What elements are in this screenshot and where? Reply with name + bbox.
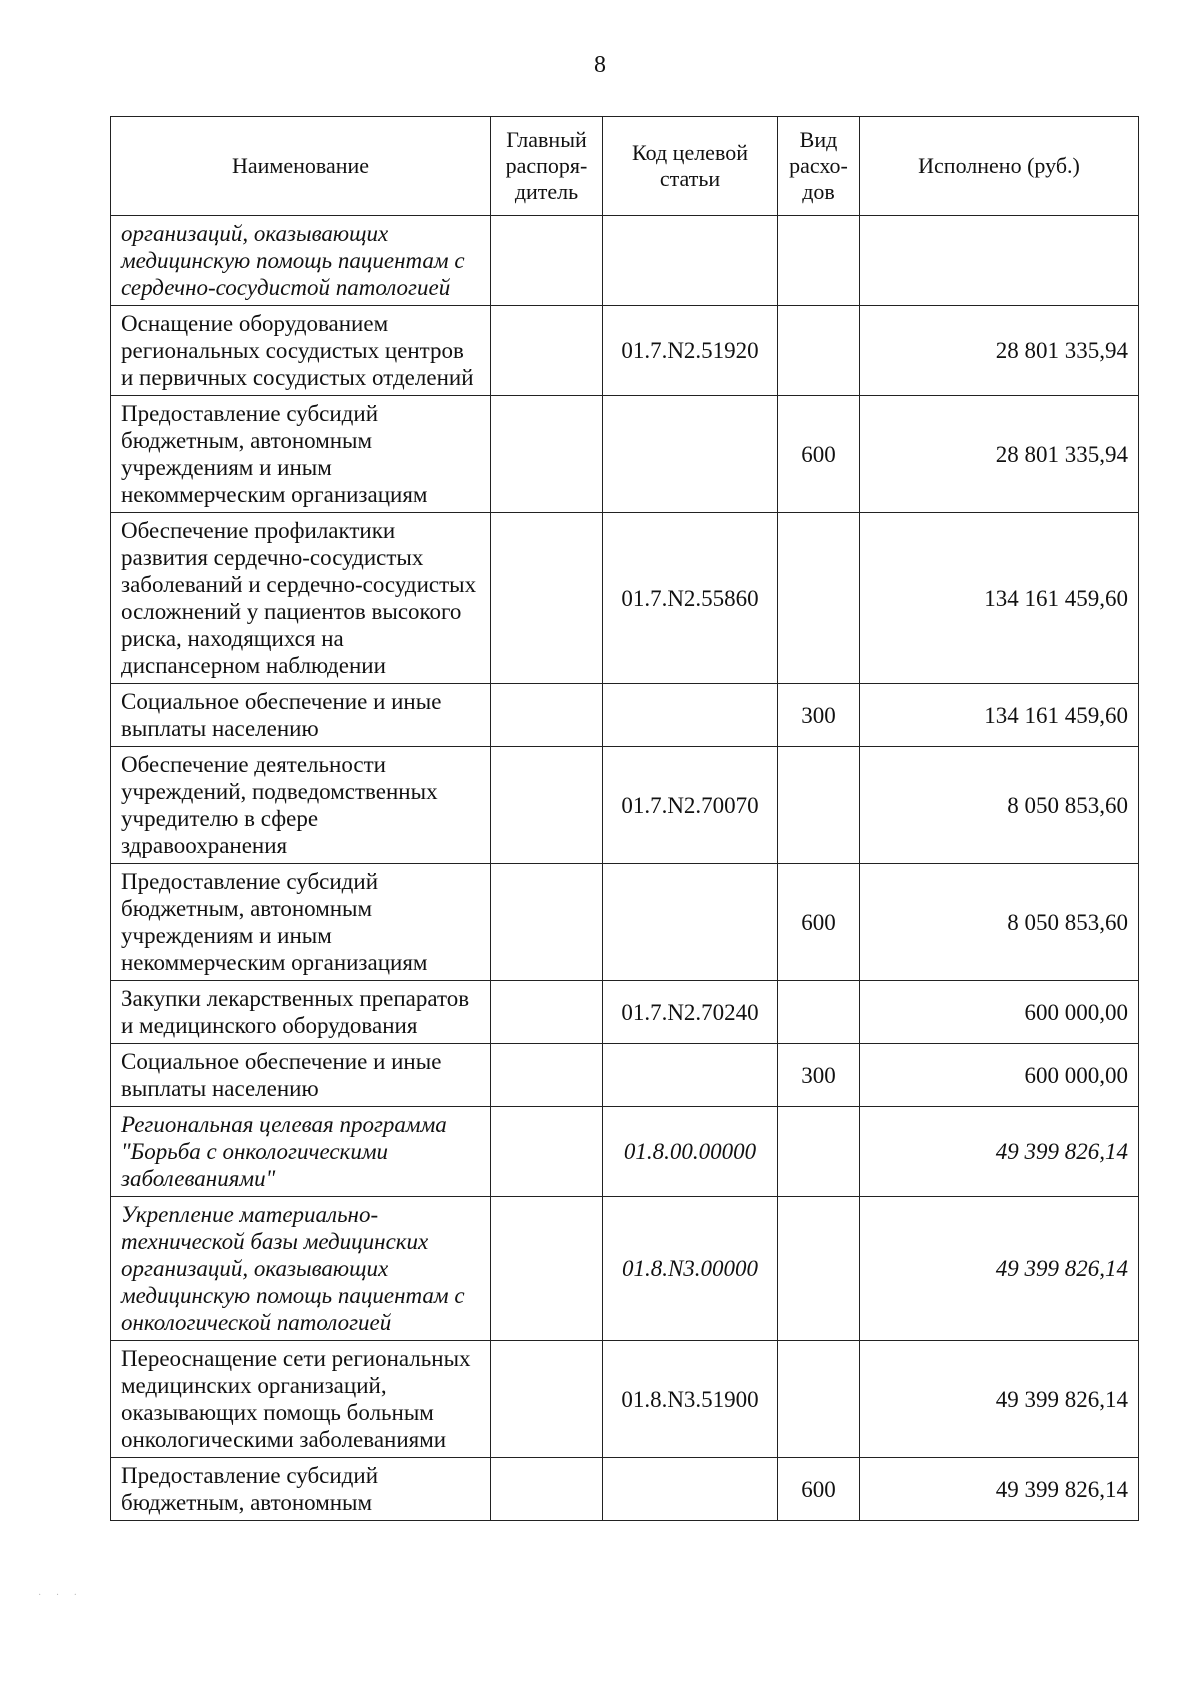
cell-code: 01.7.N2.51920	[603, 306, 778, 396]
cell-amount: 49 399 826,14	[860, 1107, 1139, 1197]
cell-amount: 28 801 335,94	[860, 396, 1139, 513]
cell-amount: 49 399 826,14	[860, 1341, 1139, 1458]
cell-amount: 8 050 853,60	[860, 864, 1139, 981]
cell-type	[778, 981, 860, 1044]
cell-code	[603, 216, 778, 306]
cell-name: Предоставление субсидий бюджетным, автономным учреждениям и иным некоммерческим организациям	[111, 864, 491, 981]
header-admin: Главный распоря-дитель	[491, 117, 603, 216]
cell-admin	[491, 1341, 603, 1458]
cell-name: Обеспечение деятельности учреждений, подведомственных учредителю в сфере здравоохранения	[111, 747, 491, 864]
table-row	[111, 1458, 1139, 1521]
cell-admin	[491, 1044, 603, 1107]
table-row	[111, 684, 1139, 747]
cell-admin	[491, 981, 603, 1044]
cell-type	[778, 306, 860, 396]
cell-amount: 49 399 826,14	[860, 1458, 1139, 1521]
cell-admin	[491, 1458, 603, 1521]
header-code: Код целевой статьи	[603, 117, 778, 216]
cell-admin	[491, 1197, 603, 1341]
table-row	[111, 1044, 1139, 1107]
cell-amount: 600 000,00	[860, 1044, 1139, 1107]
cell-code	[603, 1458, 778, 1521]
budget-table	[110, 116, 1139, 1521]
cell-admin	[491, 864, 603, 981]
table-header-row	[111, 117, 1139, 216]
cell-code	[603, 684, 778, 747]
cell-code: 01.7.N2.70240	[603, 981, 778, 1044]
cell-type	[778, 1107, 860, 1197]
cell-type	[778, 216, 860, 306]
cell-name: Региональная целевая программа "Борьба с онкологическими заболеваниями"	[111, 1107, 491, 1197]
cell-code: 01.7.N2.55860	[603, 513, 778, 684]
cell-admin	[491, 513, 603, 684]
table-row	[111, 864, 1139, 981]
scan-artifact: · · ·	[38, 1590, 83, 1601]
cell-name: Закупки лекарственных препаратов и медицинского оборудования	[111, 981, 491, 1044]
table-row	[111, 396, 1139, 513]
header-amount: Исполнено (руб.)	[860, 117, 1139, 216]
cell-type: 300	[778, 684, 860, 747]
cell-code	[603, 864, 778, 981]
cell-code: 01.8.00.00000	[603, 1107, 778, 1197]
cell-amount: 49 399 826,14	[860, 1197, 1139, 1341]
cell-type	[778, 1341, 860, 1458]
table-row	[111, 306, 1139, 396]
cell-name: Предоставление субсидий бюджетным, автономным учреждениям и иным некоммерческим организациям	[111, 396, 491, 513]
cell-amount: 8 050 853,60	[860, 747, 1139, 864]
cell-name: Предоставление субсидий бюджетным, автономным	[111, 1458, 491, 1521]
table-row	[111, 1341, 1139, 1458]
cell-name: Оснащение оборудованием региональных сосудистых центров и первичных сосудистых отделений	[111, 306, 491, 396]
cell-admin	[491, 747, 603, 864]
table-row	[111, 1197, 1139, 1341]
cell-name: Социальное обеспечение и иные выплаты населению	[111, 684, 491, 747]
table-row	[111, 513, 1139, 684]
header-type: Вид расхо-дов	[778, 117, 860, 216]
cell-admin	[491, 684, 603, 747]
cell-name: Обеспечение профилактики развития сердечно-сосудистых заболеваний и сердечно-сосудистых осложнений у пациентов высокого риска, находящихся на диспансерном наблюдении	[111, 513, 491, 684]
cell-type	[778, 747, 860, 864]
cell-amount: 134 161 459,60	[860, 513, 1139, 684]
page-number: 8	[594, 52, 606, 78]
cell-code: 01.8.N3.00000	[603, 1197, 778, 1341]
cell-type: 600	[778, 864, 860, 981]
cell-type: 600	[778, 1458, 860, 1521]
cell-name: Укрепление материально-технической базы медицинских организаций, оказывающих медицинскую помощь пациентам с онкологической патологией	[111, 1197, 491, 1341]
cell-admin	[491, 396, 603, 513]
cell-name: организаций, оказывающих медицинскую помощь пациентам с сердечно-сосудистой патологией	[111, 216, 491, 306]
cell-admin	[491, 216, 603, 306]
cell-amount: 600 000,00	[860, 981, 1139, 1044]
table-row	[111, 1107, 1139, 1197]
cell-type	[778, 513, 860, 684]
cell-type	[778, 1197, 860, 1341]
header-name: Наименование	[111, 117, 491, 216]
cell-admin	[491, 1107, 603, 1197]
cell-amount: 28 801 335,94	[860, 306, 1139, 396]
cell-admin	[491, 306, 603, 396]
cell-code: 01.8.N3.51900	[603, 1341, 778, 1458]
cell-code	[603, 1044, 778, 1107]
table-row	[111, 747, 1139, 864]
cell-amount	[860, 216, 1139, 306]
cell-code: 01.7.N2.70070	[603, 747, 778, 864]
cell-code	[603, 396, 778, 513]
cell-name: Социальное обеспечение и иные выплаты населению	[111, 1044, 491, 1107]
cell-amount: 134 161 459,60	[860, 684, 1139, 747]
cell-type: 600	[778, 396, 860, 513]
cell-name: Переоснащение сети региональных медицинских организаций, оказывающих помощь больным онкологическими заболеваниями	[111, 1341, 491, 1458]
table-row	[111, 216, 1139, 306]
table-row	[111, 981, 1139, 1044]
cell-type: 300	[778, 1044, 860, 1107]
